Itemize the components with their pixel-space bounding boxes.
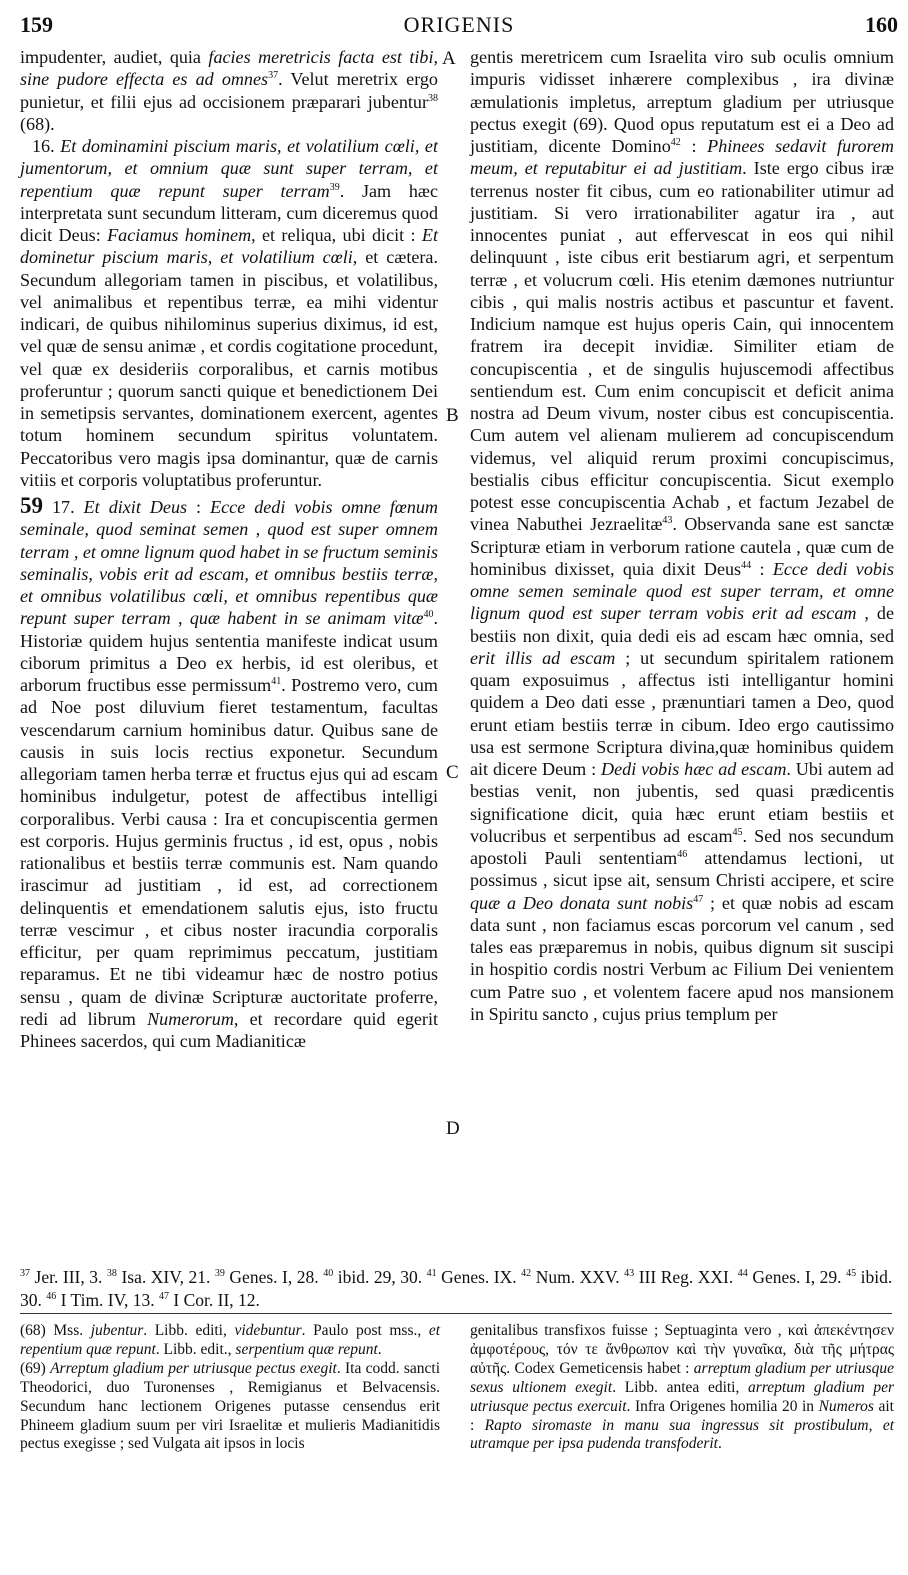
- scripture-reference: $^{40}$ ibid. 29, 30.: [323, 1267, 423, 1287]
- margin-letter-c: C: [446, 762, 459, 783]
- section-number: 59: [20, 493, 43, 518]
- margin-letter-a: A: [442, 48, 456, 69]
- scripture-reference: $^{47}$ I Cor. II, 12.: [159, 1290, 260, 1310]
- left-column: [20, 46, 438, 1052]
- margin-letter-d: D: [446, 1118, 460, 1139]
- footnote-69-continued: genitalibus transfixos fuisse ; Septuaginta vero , καὶ ἀπεκέντησεν ἀμφοτέρους, τόν τε ἄνθρωπον καὶ τὴν γυναῖκα, διὰ τῆς μήτρας αὐτῆς. Codex Gemeticensis habet : arreptum gladium per utriusque sexus ultionem exegit. Libb. antea editi, arreptum gladium per utriusque pectus exercuit. Infra Origenes homilia 20 in Numeros ait : Rapto siromaste in manu sua ingressus sit prostibulum, et utramque per ipsa pudenda transfoderit.: [470, 1322, 895, 1453]
- page-number-left: 159: [20, 12, 53, 37]
- scripture-reference: $^{39}$ Genes. I, 28.: [214, 1267, 319, 1287]
- scripture-reference: $^{44}$ Genes. I, 29.: [737, 1267, 842, 1287]
- paragraph: gentis meretricem cum Israelita viro sub oculis omnium impuris vidisset inhærere complexibus , ira divinæ æmulationis impletus, arreptum gladium per utriusque pectus exegit (69). Quod opus reputatum est ei a Deo ad justitiam, dicente Domino$^{42}$ : Phinees sedavit furorem meum, et reputabitur ei ad justitiam. Iste ergo cibus iræ terrenus noster fit cibus, cum eo rationabiliter utimur ad justitiam. Si vero irrationabiliter agatur ira , aut innocentes puniat , aut effervescat in eos qui nihil delinquunt , iste cibus erit bestiarum agri, et serpentum terræ , et volucrum cœli. His etenim dæmones nutriuntur cibis , qui malis nostris actibus et pascuntur et favent. Indicium namque est hujus operis Cain, qui innocentem fratrem ira decepit invidiæ. Similiter etiam de concupiscentia , et de singulis hujuscemodi affectibus sentiendum est. Cum enim concupiscit et deficit anima nostra ad Deum vivum, noster cibus est concupiscentia. Cum autem vel alienam mulierem ad concupiscendum videmus, vel aliquid rerum proximi concupiscimus, bestialis cibus efficitur concupiscentia. Sicut exemplo potest esse concupiscentia Achab , et factum Jezabel de vinea Nabuthei Jezraelitæ$^{43}$. Observanda sane est sanctæ Scripturæ etiam in verborum ratione cautela , quæ cum de hominibus dixisset, quia dixit Deus$^{44}$ : Ecce dedi vobis omne semen seminale quod est super terram, et omne lignum quod est super terram vobis erit ad escam , de bestiis non dixit, quia dedi eis ad escam hæc omnia, sed erit illis ad escam ; ut secundum spiritalem rationem quam exposuimus , affectus isti intelligantur homini quidem a Deo dati esse , prænuntiari tamen a Deo, quod erunt etiam bestiis terræ in cibum. Ideo ergo cautissimo usa est sermone Scriptura divina,quæ hominibus quidem ait dicere Deum : Dedi vobis hæc ad escam. Ubi autem ad bestias venit, non jubentis, sed quasi prædicentis significatione dicit, quia hæc erunt etiam bestiis et volucribus et serpentibus ad escam$^{45}$. Sed nos secundum apostoli Pauli sententiam$^{46}$ attendamus lectioni, ut possimus , sicut ipse ait, sensum Christi accipere, et scire quæ a Deo donata sunt nobis$^{47}$ ; et quæ nobis ad escam data sunt , non faciamus escas porcorum vel canum , sed tales eas præparemus in nobis, quibus dignum sit suscipi in hospitio cordis nostri Verbum ac Filium Dei venientem cum Patre suo , et volentem facere apud nos mansionem in Spiritu sancto , cujus prius templum per: [470, 47, 895, 1024]
- paragraph-16: 16. Et dominamini piscium maris, et volatilium cœli, et jumentorum, et omnium quæ sunt super terram, et repentium quæ repunt super terram$^{39}$. Jam hæc interpretata sunt secundum litteram, cum diceremus quod dicit Deus: Faciamus hominem, et reliqua, ubi dicit : Et dominetur piscium maris, et volatilium cœli, et cætera. Secundum allegoriam tamen in piscibus, et volatilibus, vel animalibus et repentibus terræ, ea mihi videntur indicari, de quibus nihilominus superius diximus, id est, vel quæ de sensu animæ , et cordis cogitatione procedunt, vel quæ ex desideriis corporalibus, et carnis motibus proferuntur ; quorum sancti quique et benedictionem Dei in semetipsis servantes, dominationem exercent, agentes totum hominem secundum spiritus voluntatem. Peccatoribus vero magis ipsa dominantur, quæ de carnis vitiis et corporis voluptatibus proferuntur.: [20, 136, 439, 490]
- margin-letter-b: B: [446, 405, 459, 426]
- footnote-68: (68) Mss. jubentur. Libb. editi, videbuntur. Paulo post mss., et repentium quæ repunt. Libb. edit., serpentium quæ repunt.: [20, 1322, 441, 1358]
- page-number-right: 160: [865, 12, 898, 37]
- divider: [20, 1313, 892, 1314]
- scripture-reference: $^{42}$ Num. XXV.: [521, 1267, 620, 1287]
- scripture-reference: $^{37}$ Jer. III, 3.: [20, 1267, 103, 1287]
- page-header: [20, 12, 898, 42]
- footnotes-right: [470, 1322, 894, 1454]
- running-title: ORIGENIS: [403, 12, 515, 37]
- right-column: [470, 46, 894, 1025]
- footnote-69: (69) Arreptum gladium per utriusque pectus exegit. Ita codd. sancti Theodorici, duo Turonenses , Remigianus et Belvacensis. Secundum hanc lectionem Origenes putasse censendus erit Phineem gladium suum per viri Israelitæ et mulieris Madianitidis pectus exegisse ; sed Vulgata ait ipsos in locis: [20, 1359, 440, 1453]
- scripture-references: [20, 1266, 892, 1312]
- footnotes-left: [20, 1322, 440, 1454]
- scripture-reference: $^{41}$ Genes. IX.: [426, 1267, 517, 1287]
- scripture-reference: $^{43}$ III Reg. XXI.: [624, 1267, 734, 1287]
- scripture-reference: $^{46}$ I Tim. IV, 13.: [46, 1290, 155, 1310]
- scripture-reference: $^{45}$ ibid. 30.: [20, 1267, 893, 1310]
- paragraph: impudenter, audiet, quia facies meretricis facta est tibi, sine pudore effecta es ad omnes$^{37}$. Velut meretrix ergo punietur, et filii ejus ad occisionem præparari jubentur$^{38}$ (68).: [20, 47, 439, 134]
- scripture-reference: $^{38}$ Isa. XIV, 21.: [106, 1267, 211, 1287]
- paragraph-17: 59 17. Et dixit Deus : Ecce dedi vobis omne fœnum seminale, quod seminat semen , quod est super omnem terram , et omne lignum quod habet in se fructum seminis seminalis, vobis erit ad escam, et omnibus bestiis terræ, et omnibus volatilibus cœli, et omnibus repentibus quæ repunt super terram , quæ habent in se animam vitæ$^{40}$. Historiæ quidem hujus sententia manifeste indicat usum ciborum primitus a Deo ex herbis, id est oleribus, et arborum fructibus esse permissum$^{41}$. Postremo vero, cum ad Noe post diluvium fieret testamentum, facultas vescendarum carnium hominibus datur. Quibus sane de causis in suis locis rectius exponetur. Secundum allegoriam tamen herba terræ et fructus ejus qui ad escam hominibus indulgetur, potest de affectibus intelligi corporalibus. Verbi causa : Ira et concupiscentia germen est corporis. Hujus germinis fructus , id est, opus , nobis rationalibus et bestiis terræ communis est. Nam quando irascimur ad justitiam , id est, ad correctionem delinquentis et emendationem salutis ejus, isto fructu terræ vescimur , et cibus noster iracundia corporalis efficitur, per quam reprimimus peccatum, justitiam reparamus. Et ne tibi videamur hæc de nostro potius sensu , quam de divinæ Scripturæ auctoritate proferre, redi ad librum Numerorum, et recordare quid egerit Phinees sacerdos, qui cum Madianiticæ: [20, 493, 439, 1051]
